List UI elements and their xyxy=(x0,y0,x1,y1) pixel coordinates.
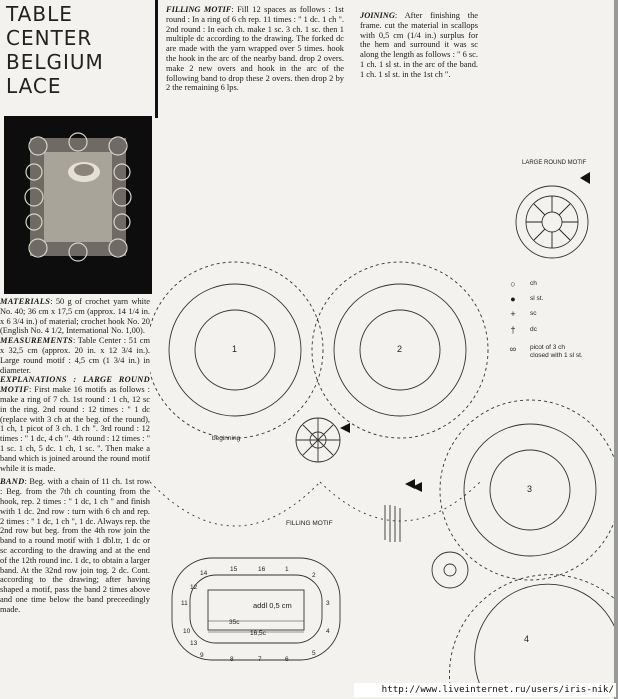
layout-number: 1 xyxy=(285,566,289,573)
layout-number: 7 xyxy=(258,656,262,663)
layout-number: 13 xyxy=(190,640,198,647)
motif-number-3: 3 xyxy=(527,484,533,494)
legend-row xyxy=(506,344,606,360)
legend-row xyxy=(506,291,606,306)
layout-number: 4 xyxy=(326,628,330,635)
filling-motif-heading: FILLING MOTIF xyxy=(166,5,232,14)
layout-number: 2 xyxy=(312,572,316,579)
legend-row xyxy=(506,321,606,338)
layout-number: 3 xyxy=(326,600,330,607)
band-body: : Beg. with a chain of 11 ch. 1st row : Beg. from the 7th ch counting from the hook, rep. 2 times : " 1 dc, 1 ch " and finish with 1 dc. 2nd row : turn with 6 ch and rep. 2 times : " 1 dc, 1 ch ", 1 dc. Always rep. the 2nd row but beg. from the 4th row join the band to a round motif with 1 dbl.tr, 1 dc or sc according to the drawing and at the end of the 12th round inc. 1 dc, to obtain a larger band. At the 32nd row join tog. 2 dc. Cont. according to the drawing; after having shaped a motif, pass the band 2 times above and one time below the band preceedingly made. xyxy=(0,477,150,614)
band-paragraph xyxy=(0,477,150,614)
joining-text xyxy=(360,11,478,80)
product-photo xyxy=(4,116,152,294)
materials-heading: MATERIALS xyxy=(0,297,51,306)
layout-number: 6 xyxy=(285,656,289,663)
title-line: LACE xyxy=(6,74,62,98)
layout-number: 14 xyxy=(200,570,208,577)
motif-number-4: 4 xyxy=(524,634,530,644)
filling-motif-text xyxy=(166,5,344,93)
arrow-icon xyxy=(340,423,350,433)
layout-number: 10 xyxy=(183,628,191,635)
beginning-label: beginning xyxy=(212,435,241,442)
title-line: CENTER xyxy=(6,26,93,50)
materials-body: : 50 g of crochet yarn white No. 40; 36 cm x 17,5 cm (approx. 14 1/4 in. x 6 3/4 in.) of material; crochet hook No. 20 (English No. 4 1/2, International No. 1,00). xyxy=(0,297,150,336)
layout-number: 9 xyxy=(200,652,204,659)
joining-body: : After finishing the frame. cut the material in scallops with 0,5 cm (1/4 in.) surplus for the hem and surround it was sc along the length as follows : " 6 sc. 1 ch. 1 sl st. in the arc of the band. 1 ch. 1 sl st. in the 1st ch ". xyxy=(360,11,478,79)
legend-label: sl st. xyxy=(530,295,544,302)
measurements-paragraph xyxy=(0,336,150,375)
single-crochet-icon: + xyxy=(510,308,516,319)
layout-number: 8 xyxy=(230,656,234,663)
watermark-url: http://www.liveinternet.ru/users/iris-nik/ xyxy=(354,683,616,697)
column-divider xyxy=(155,0,158,118)
page-edge xyxy=(614,0,618,699)
layout-number: 16 xyxy=(258,566,266,573)
layout-number: 15 xyxy=(230,566,238,573)
filling-motif-label: FILLING MOTIF xyxy=(286,520,333,527)
motif-number-1: 1 xyxy=(232,344,238,354)
legend-row xyxy=(506,276,606,291)
page-title xyxy=(6,2,156,98)
layout-number: 12 xyxy=(190,584,198,591)
chain-icon: ○ xyxy=(510,278,516,289)
legend-label: sc xyxy=(530,310,537,317)
motif-number-2: 2 xyxy=(397,344,403,354)
lace-photo-image xyxy=(4,116,152,294)
measurements-heading: MEASUREMENTS xyxy=(0,336,73,346)
arrow-icon xyxy=(580,172,590,184)
legend-label: ch xyxy=(530,280,537,287)
double-crochet-icon: † xyxy=(510,324,516,335)
explanations-paragraph xyxy=(0,375,150,473)
materials-paragraph xyxy=(0,297,150,336)
measurements-body: : Table Center : 51 cm x 32,5 cm (approx. 20 in. x 12 3/4 in.). Large round motif : 4,5 cm (1 3/4 in.) in diameter. xyxy=(0,336,150,375)
legend-label: dc xyxy=(530,326,537,333)
crochet-diagram xyxy=(150,150,616,685)
dimension-a: 35c xyxy=(229,619,240,626)
stitch-legend xyxy=(506,276,606,360)
joining-heading: JOINING xyxy=(360,11,395,20)
legend-row xyxy=(506,306,606,321)
picot-icon: ∞ xyxy=(509,344,517,354)
filling-motif-body: : Fill 12 spaces as follows : 1st round : In a ring of 6 ch rep. 11 times : " 1 dc. 1 ch ". 2nd round : In each ch. make 1 sc. 3 ch. 1 sc. then 1 multiple dc according to the drawing. The forked dc are made with the yarn wrapped over 5 times. hook the hook in the arc of the nearby band. drop 2 overs. make 2 new overs and hook in the arc of the following band to drop these 2 overs. then drop 2 by 2 the remaining 6 lps. xyxy=(166,5,344,93)
addl-label: addl 0,5 cm xyxy=(253,601,292,610)
layout-number: 5 xyxy=(312,650,316,657)
title-line: BELGIUM xyxy=(6,50,104,74)
slip-stitch-icon: ● xyxy=(510,293,516,304)
explanations-body: : First make 16 motifs as follows : make a ring of 7 ch. 1st round : 1 ch, 12 sc in the ring. 2nd round : 12 times : " 1 dc (replace with 3 ch at the beg. of the round), 1 ch, 1 picot of 3 ch. 1 ch ". 3rd round : 12 times : " 1 dc, 4 ch ". 4th round : 12 times : " 1 sc. 1 ch, 5 dc. 1 ch, 1 sc. ". Then make a band which is joined around the round motif while it is made. xyxy=(0,385,150,473)
dimension-b: 16,5c xyxy=(250,630,266,637)
layout-number: 11 xyxy=(181,600,188,607)
band-heading: BAND xyxy=(0,477,25,487)
legend-label: picot of 3 ch closed with 1 sl st. xyxy=(530,344,583,359)
motif-4-band xyxy=(449,575,616,685)
explanations-heading: EXPLANATIONS : LARGE ROUND MOTIF xyxy=(0,375,150,395)
large-round-motif-label: LARGE ROUND MOTIF xyxy=(522,160,587,166)
title-line: TABLE xyxy=(6,2,73,26)
instructions-column xyxy=(0,297,150,615)
